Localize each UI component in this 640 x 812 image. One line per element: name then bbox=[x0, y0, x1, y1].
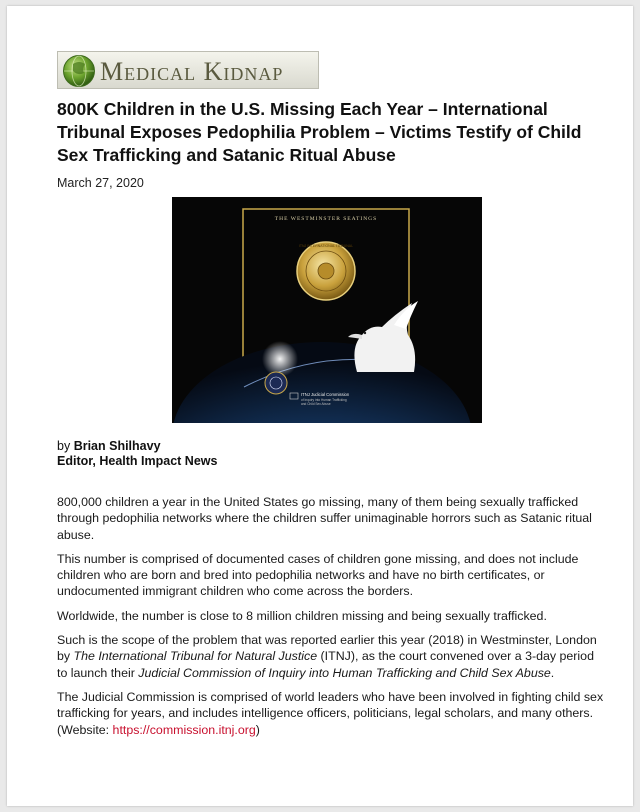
hero-illustration bbox=[172, 197, 482, 423]
small-seal-icon bbox=[265, 372, 287, 394]
hero-caption-3: and Child Sex Abuse bbox=[301, 402, 331, 406]
paragraph-4-part1: Such is the scope of the problem that was reported earlier this year (2018) in Westminster, London by bbox=[57, 633, 597, 664]
paragraph-2: This number is comprised of documented cases of children gone missing, and does not include children who are born and bred into pedophilia networks and have no birth certificates, or undocumented immigrant children who come across the borders. bbox=[57, 551, 579, 599]
seal-text: ITNJ INTERNATIONAL TRIBUNAL bbox=[298, 244, 354, 248]
byline bbox=[57, 439, 217, 469]
site-banner[interactable] bbox=[57, 51, 319, 89]
paragraph-4-part2: (ITNJ), as the court convened over a 3-day period to launch their bbox=[57, 649, 594, 680]
hero-image bbox=[172, 197, 482, 423]
paragraph-5 bbox=[57, 689, 607, 738]
commission-name: Judicial Commission of Inquiry into Human Trafficking and Child Sex Abuse bbox=[138, 665, 551, 680]
hero-caption-1: ITNJ Judicial Commission bbox=[301, 392, 350, 397]
article-date: March 27, 2020 bbox=[57, 176, 144, 190]
hero-header-text: THE WESTMINSTER SEATINGS bbox=[274, 216, 378, 222]
document-page bbox=[7, 6, 633, 806]
article-title: 800K Children in the U.S. Missing Each Year – International Tribunal Exposes Pedophilia Problem – Victims Testify of Child Sex Trafficking and Satanic Ritual Abuse bbox=[57, 99, 582, 165]
paragraph-4-part3: . bbox=[550, 665, 555, 680]
paragraph-4 bbox=[57, 632, 607, 681]
byline-prefix: by bbox=[57, 439, 74, 453]
tribunal-name: The International Tribunal for Natural Justice bbox=[73, 649, 318, 664]
paragraph-1: 800,000 children a year in the United States go missing, many of them being sexually trafficked through pedophilia networks where the children suffer unimaginable horrors such as Satanic ritual abuse. bbox=[57, 495, 592, 542]
paragraph-3: Worldwide, the number is close to 8 million children missing and being sexually trafficked. bbox=[57, 608, 547, 623]
paragraph-5-text: The Judicial Commission is comprised of world leaders who have been involved in fighting child sex trafficking for years, and includes intelligence officers, politicians, legal scholars, and many others. (Website: bbox=[57, 689, 604, 737]
commission-website-link[interactable]: https://commission.itnj.org bbox=[112, 722, 256, 737]
author-role: Editor, Health Impact News bbox=[57, 454, 218, 468]
author-name[interactable]: Brian Shilhavy bbox=[73, 439, 161, 453]
hero-caption-2: of Inquiry into Human Trafficking bbox=[301, 398, 347, 402]
paragraph-5-close: ) bbox=[255, 722, 260, 737]
site-logo-text: Medical Kidnap bbox=[100, 57, 284, 86]
globe-logo-icon bbox=[62, 54, 96, 88]
article-body bbox=[57, 494, 607, 746]
